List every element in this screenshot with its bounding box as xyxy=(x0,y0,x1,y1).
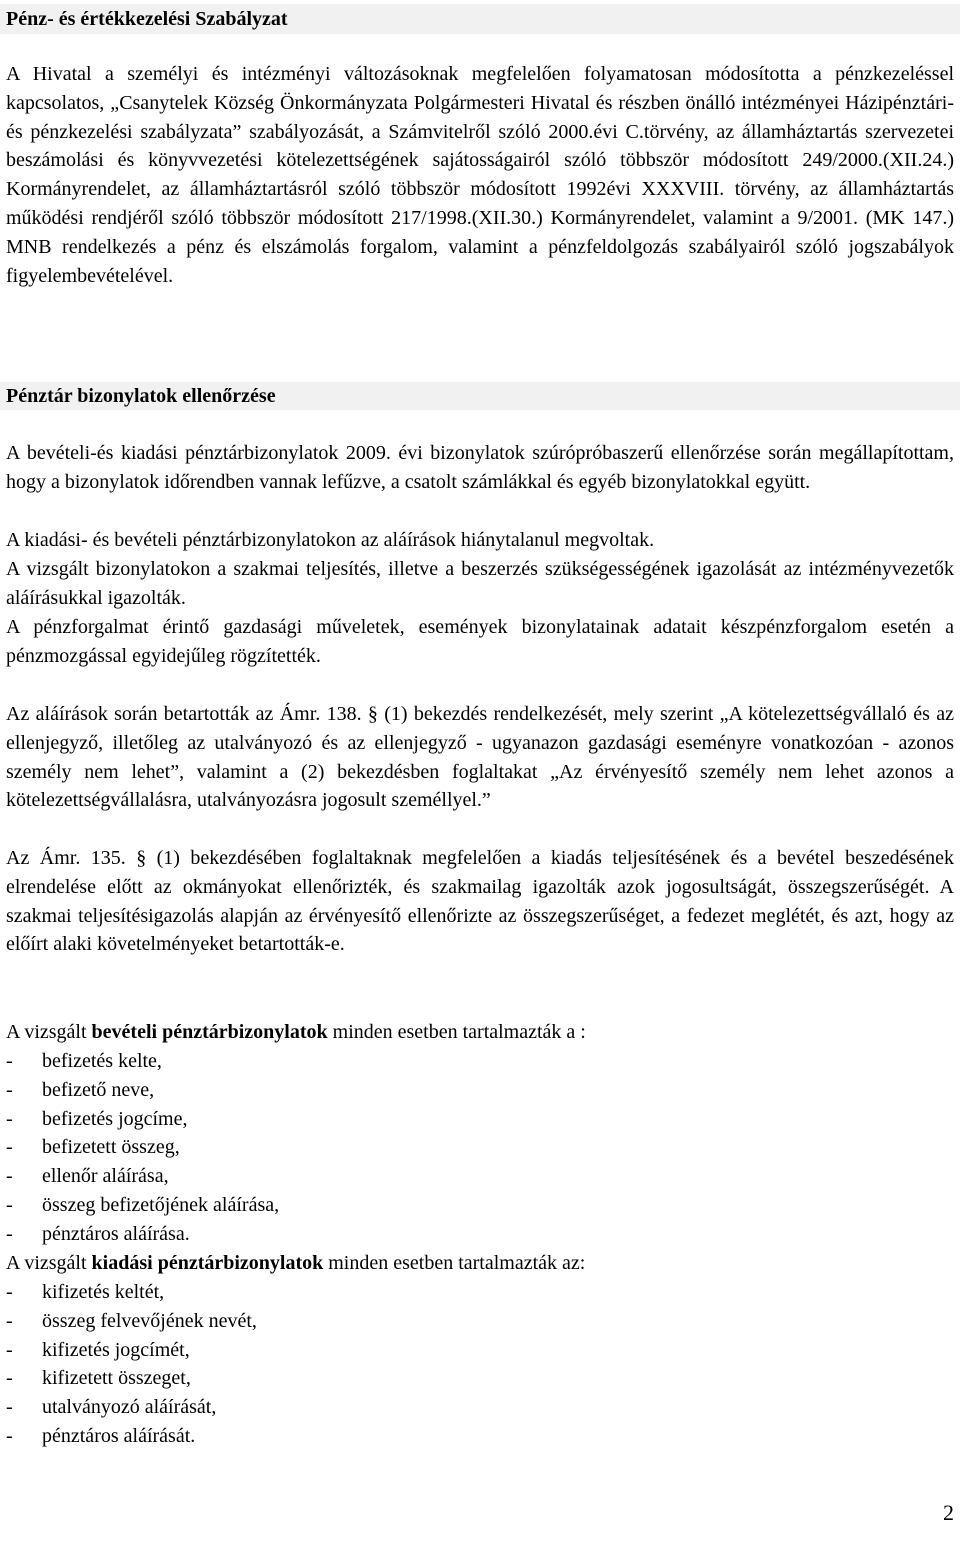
expense-intro xyxy=(6,1249,954,1278)
list-item xyxy=(6,1076,279,1105)
list-marker: - xyxy=(6,1367,13,1390)
verification-paragraph: Az Ámr. 135. § (1) bekezdésében foglaltaknak megfelelően a kiadás teljesítésének és a bevétel beszedésének elrendelése előtt az okmányokat ellenőrizték, és szakmailag igazolták azok jogosultságát, összegszerűségét. A szakmai teljesítésigazolás alapján az érvényesítő ellenőrizte az összegszerűséget, a fedezet meglétét, és azt, hogy az előírt alaki követelményeket betartották-e. xyxy=(6,847,954,956)
list-item-text: befizetés kelte, xyxy=(42,1050,162,1072)
check-paragraph-1: A bevételi-és kiadási pénztárbizonylatok 2009. évi bizonylatok szúrópróbaszerű ellenőrzése során megállapítottam, hogy a bizonylatok időrendben vannak lefűzve, a csatolt számlákkal és egyéb bizonylatokkal együtt. xyxy=(6,442,954,493)
income-intro xyxy=(6,1018,954,1047)
list-marker: - xyxy=(6,1281,13,1303)
list-item xyxy=(6,1278,257,1307)
list-item xyxy=(6,1047,279,1076)
list-marker: - xyxy=(6,1309,13,1332)
check-paragraph-4: A pénzforgalmat érintő gazdasági műveletek, események bizonylatainak adatait készpénzforgalom esetén a pénzmozgással egyidejűleg rögzítették. xyxy=(6,616,954,667)
expense-intro-suffix: minden esetben tartalmazták az: xyxy=(323,1252,586,1274)
check-paragraph-3: A vizsgált bizonylatokon a szakmai teljesítés, illetve a beszerzés szükségességének igazolását az intézményvezetők aláírásukkal igazolták. xyxy=(6,558,954,609)
list-item-text: összeg befizetőjének aláírása, xyxy=(42,1193,280,1216)
list-marker: - xyxy=(6,1396,13,1419)
list-item-text: pénztáros aláírását. xyxy=(42,1424,196,1447)
list-item xyxy=(6,1393,257,1422)
signature-rules-paragraph: Az aláírások során betartották az Ámr. 138. § (1) bekezdés rendelkezését, mely szerint „A kötelezettségvállaló és az ellenjegyző, illetőleg az utalványozó és az ellenjegyző - ugyanazon gazdasági eseményre vonatkozóan - azonos személy nem lehet”, valamint a (2) bekezdésben foglaltakat „Az érvényesítő személy nem lehet azonos a kötelezettségvállalásra, utalványozásra jogosult személlyel.” xyxy=(6,703,954,812)
list-item-text: pénztáros aláírása. xyxy=(42,1222,190,1245)
expense-intro-bold: kiadási pénztárbizonylatok xyxy=(91,1252,324,1274)
list-item-text: összeg felvevőjének nevét, xyxy=(42,1309,257,1332)
list-item xyxy=(6,1105,279,1134)
expense-list xyxy=(6,1278,257,1451)
list-item xyxy=(6,1133,279,1162)
list-item xyxy=(6,1336,257,1365)
list-item-text: ellenőr aláírása, xyxy=(42,1165,169,1188)
page-number: 2 xyxy=(943,1500,954,1525)
income-intro-prefix: A vizsgált xyxy=(6,1021,92,1043)
section-band xyxy=(0,382,960,410)
list-item-text: befizetés jogcíme, xyxy=(42,1107,188,1130)
income-intro-suffix: minden esetben tartalmazták a : xyxy=(327,1021,586,1043)
list-marker: - xyxy=(6,1222,13,1245)
list-item-text: kifizetett összeget, xyxy=(42,1367,191,1390)
list-marker: - xyxy=(6,1107,13,1130)
expense-intro-prefix: A vizsgált xyxy=(6,1252,92,1274)
list-marker: - xyxy=(6,1424,13,1447)
list-item xyxy=(6,1191,279,1220)
list-item-text: utalványozó aláírását, xyxy=(42,1396,217,1419)
list-marker: - xyxy=(6,1078,13,1101)
income-intro-bold: bevételi pénztárbizonylatok xyxy=(91,1021,328,1043)
list-item xyxy=(6,1220,279,1249)
list-marker: - xyxy=(6,1193,13,1216)
list-item-text: befizető neve, xyxy=(42,1078,155,1101)
list-item-text: kifizetés keltét, xyxy=(42,1281,165,1303)
income-list xyxy=(6,1047,279,1249)
list-item-text: kifizetés jogcímét, xyxy=(42,1338,190,1361)
list-marker: - xyxy=(6,1338,13,1361)
list-item xyxy=(6,1364,257,1393)
list-marker: - xyxy=(6,1165,13,1188)
list-item xyxy=(6,1307,257,1336)
list-item-text: befizetett összeg, xyxy=(42,1136,180,1159)
section-title: Pénztár bizonylatok ellenőrzése xyxy=(6,385,276,407)
document-title: Pénz- és értékkezelési Szabályzat xyxy=(6,8,288,30)
list-marker: - xyxy=(6,1136,13,1159)
check-paragraph-2: A kiadási- és bevételi pénztárbizonylatokon az aláírások hiánytalanul megvoltak. xyxy=(6,529,655,551)
list-item xyxy=(6,1422,257,1451)
list-marker: - xyxy=(6,1050,13,1072)
list-item xyxy=(6,1162,279,1191)
intro-paragraph: A Hivatal a személyi és intézményi változásoknak megfelelően folyamatosan módosította a pénzkezeléssel kapcsolatos, „Csanytelek Község Önkormányzata Polgármesteri Hivatal és részben önálló intézményei Házipénztári- és pénzkezelési szabályzata” szabályozását, a Számvitelről szóló 2000.évi C.törvény, az államháztartás szervezetei beszámolási és könyvvezetési kötelezettségének sajátosságairól szóló többször módosított 249/2000.(XII.24.) Kormányrendelet, az államháztartásról szóló többször módosított 1992évi XXXVIII. törvény, az államháztartás működési rendjéről szóló többször módosított 217/1998.(XII.30.) Kormányrendelet, valamint a 9/2001. (MK 147.) MNB rendelkezés a pénz és elszámolás forgalom, valamint a pénzfeldolgozás szabályairól szóló jogszabályok figyelembevételével. xyxy=(6,63,954,287)
header-band xyxy=(0,4,960,34)
